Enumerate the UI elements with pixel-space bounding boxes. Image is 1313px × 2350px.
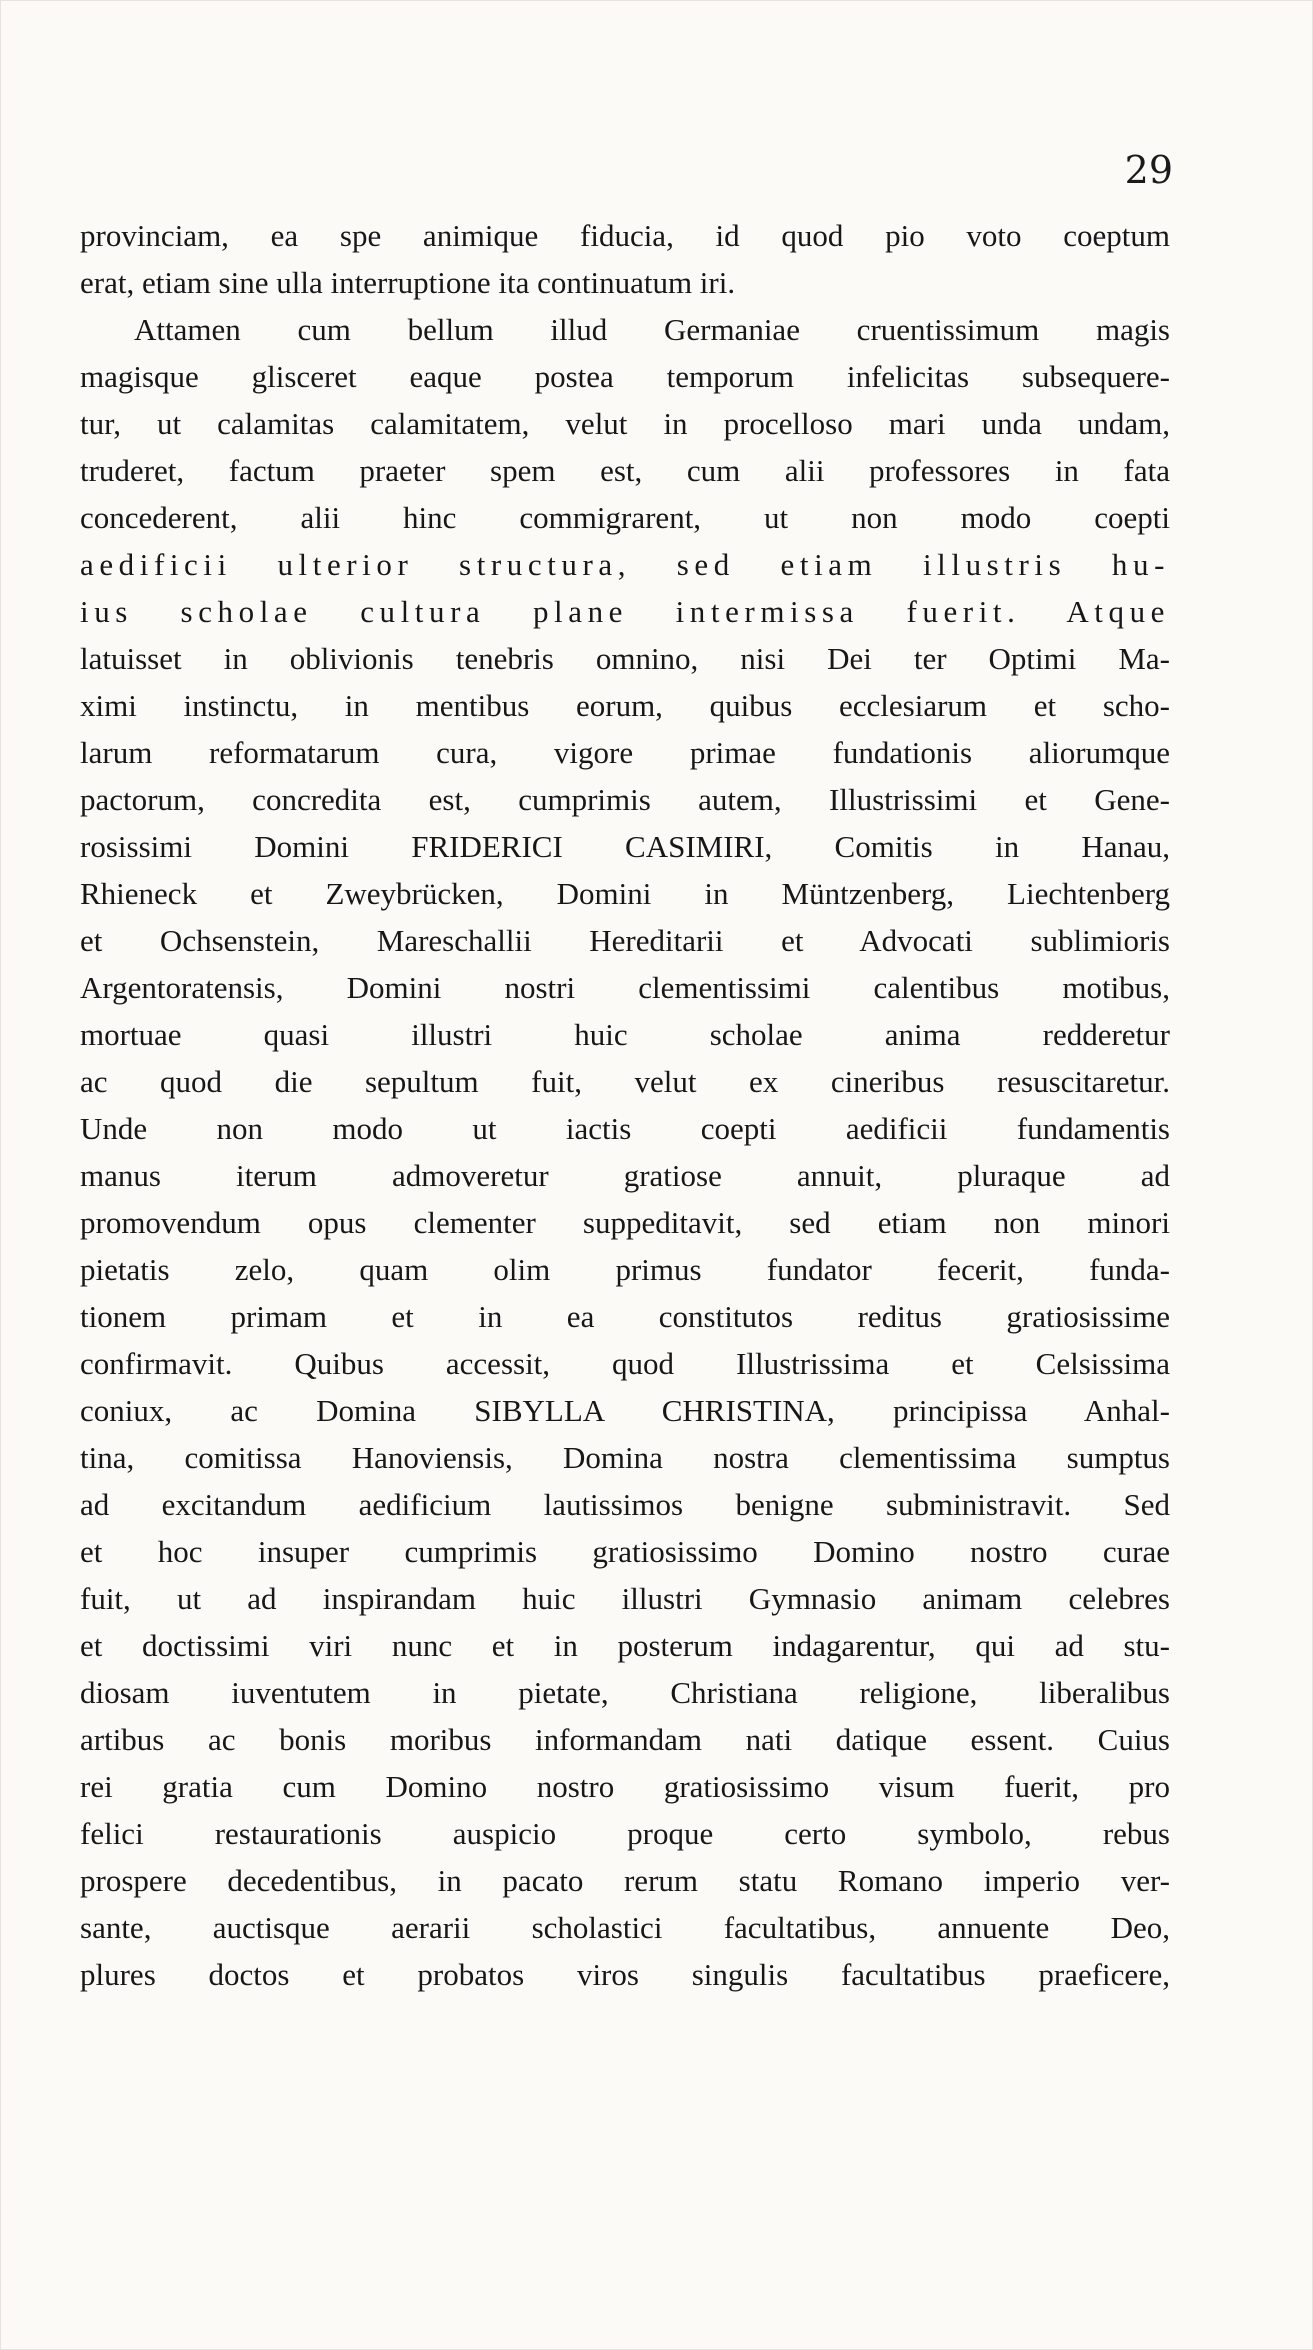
text-line: prospere decedentibus, in pacato rerum statu Romano imperio ver- xyxy=(80,1863,1170,1898)
text-line: diosam iuventutem in pietate, Christiana religione, liberalibus xyxy=(80,1675,1170,1710)
text-line: confirmavit. Quibus accessit, quod Illustrissima et Celsissima xyxy=(80,1346,1170,1381)
text-line: ac quod die sepultum fuit, velut ex cineribus resuscitaretur. xyxy=(80,1064,1170,1099)
text-line: plures doctos et probatos viros singulis facultatibus praeficere, xyxy=(80,1957,1170,1992)
text-line: felici restaurationis auspicio proque certo symbolo, rebus xyxy=(80,1816,1170,1851)
text-line: Rhieneck et Zweybrücken, Domini in Müntzenberg, Liechtenberg xyxy=(80,876,1170,911)
text-line: latuisset in oblivionis tenebris omnino, nisi Dei ter Optimi Ma- xyxy=(80,641,1170,676)
text-line: ximi instinctu, in mentibus eorum, quibus ecclesiarum et scho- xyxy=(80,688,1170,723)
text-line: magisque glisceret eaque postea temporum infelicitas subsequere- xyxy=(80,359,1170,394)
text-line: manus iterum admoveretur gratiose annuit, pluraque ad xyxy=(80,1158,1170,1193)
text-line: aedificii ulterior structura, sed etiam illustris hu- xyxy=(80,547,1170,582)
text-line: promovendum opus clementer suppeditavit, sed etiam non minori xyxy=(80,1205,1170,1240)
text-line: rosissimi Domini FRIDERICI CASIMIRI, Comitis in Hanau, xyxy=(80,829,1170,864)
text-line: sante, auctisque aerarii scholastici facultatibus, annuente Deo, xyxy=(80,1910,1170,1945)
text-line: pietatis zelo, quam olim primus fundator fecerit, funda- xyxy=(80,1252,1170,1287)
text-line: mortuae quasi illustri huic scholae anima redderetur xyxy=(80,1017,1170,1052)
text-line: concederent, alii hinc commigrarent, ut non modo coepti xyxy=(80,500,1170,535)
text-line: fuit, ut ad inspirandam huic illustri Gymnasio animam celebres xyxy=(80,1581,1170,1616)
text-line: Attamen cum bellum illud Germaniae cruentissimum magis xyxy=(134,312,1170,347)
text-line: erat, etiam sine ulla interruptione ita continuatum iri. xyxy=(80,265,736,300)
text-line: rei gratia cum Domino nostro gratiosissimo visum fuerit, pro xyxy=(80,1769,1170,1804)
text-line: Argentoratensis, Domini nostri clementissimi calentibus motibus, xyxy=(80,970,1170,1005)
text-line: provinciam, ea spe animique fiducia, id quod pio voto coeptum xyxy=(80,218,1170,253)
text-line: et hoc insuper cumprimis gratiosissimo Domino nostro curae xyxy=(80,1534,1170,1569)
text-line: artibus ac bonis moribus informandam nati datique essent. Cuius xyxy=(80,1722,1170,1757)
text-line: pactorum, concredita est, cumprimis autem, Illustrissimi et Gene- xyxy=(80,782,1170,817)
text-line: et doctissimi viri nunc et in posterum indagarentur, qui ad stu- xyxy=(80,1628,1170,1663)
text-line: ad excitandum aedificium lautissimos benigne subministravit. Sed xyxy=(80,1487,1170,1522)
text-line: tur, ut calamitas calamitatem, velut in procelloso mari unda undam, xyxy=(80,406,1170,441)
text-line: coniux, ac Domina SIBYLLA CHRISTINA, principissa Anhal- xyxy=(80,1393,1170,1428)
text-line: tionem primam et in ea constitutos reditus gratiosissime xyxy=(80,1299,1170,1334)
text-line: ius scholae cultura plane intermissa fuerit. Atque xyxy=(80,594,1170,629)
text-line: tina, comitissa Hanoviensis, Domina nostra clementissima sumptus xyxy=(80,1440,1170,1475)
text-line: larum reformatarum cura, vigore primae fundationis aliorumque xyxy=(80,735,1170,770)
text-line: truderet, factum praeter spem est, cum alii professores in fata xyxy=(80,453,1170,488)
text-line: Unde non modo ut iactis coepti aedificii fundamentis xyxy=(80,1111,1170,1146)
text-line: et Ochsenstein, Mareschallii Hereditarii et Advocati sublimioris xyxy=(80,923,1170,958)
body-text xyxy=(80,212,1170,1998)
page-number: 29 xyxy=(1124,148,1173,192)
